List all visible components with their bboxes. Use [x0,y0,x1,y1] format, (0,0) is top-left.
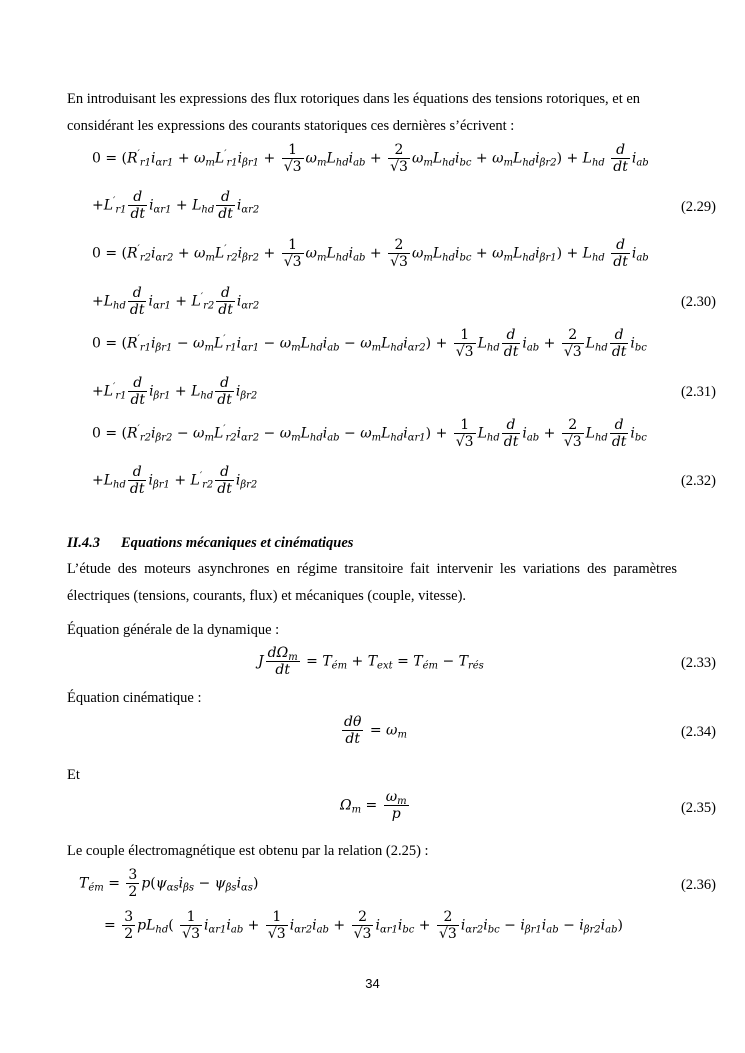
equation-2-33: J $\frac{d\Omega_m}{dt}$ = $T_{ém} + T_{ext} = T_{ém} - T_{rés}$ [258,645,484,678]
equation-number-2-35: (2.35) [680,800,716,816]
mechanical-intro-paragraph: L’étude des moteurs asynchrones en régime transitoire fait intervenir les variations des paramètres électriques (tensions, courants, flux) et mécaniques (couple, vitesse). [67,561,677,604]
equation-2-30-line-2: $+L_{hd}$ $\frac{d}{dt}$ $i_{\alpha r1} + L'_{r2}$ $\frac{d}{dt}$ $i_{\alpha r2}$ [92,285,260,318]
section-number: II.4.3 [67,535,101,551]
equation-2-36-line-1: $T_{ém}$ = $\frac{3}{2}$ $p(\psi_{\alpha s}i_{\beta s} - \psi_{\beta s}i_{\alpha s})$ [79,867,259,900]
equation-2-35: $\Omega_m$ = $\frac{\omega_m}{p}$ [340,789,407,822]
equation-number-2-34: (2.34) [680,724,716,740]
equation-2-32-line-1: $0 = (R'_{r2}i_{\beta r2} - \omega_mL'_{r2}i_{\alpha r2} - \omega_mL_{hd}i_{ab} - \omega_mL_{hd}i_{\alpha r1})$ + $\frac{1}{√3}$ $L_{hd}$ $\frac{d}{dt}$ $i_{ab}$ + $\frac{2}{√3}$ $L_{hd}$ $\frac{d}{dt}$ $i_{bc}$ [92,417,647,450]
equation-2-29-line-1: $0 = (R'_{r1}i_{\alpha r1} + \omega_mL'_{r1}i_{\beta r1}$ + $\frac{1}{√3}$ $\omega_mL_{hd}i_{ab}$ + $\frac{2}{√3}$ $\omega_mL_{hd}i_{bc} + \omega_mL_{hd}i_{\beta r2}) + L_{hd}$ $\frac{d}{dt}$ $i_{ab}$ [92,142,649,175]
equation-2-32-line-2: $+L_{hd}$ $\frac{d}{dt}$ $i_{\beta r1} + L'_{r2}$ $\frac{d}{dt}$ $i_{\beta r2}$ [92,464,258,497]
equation-2-34: $\frac{d\theta}{dt}$ = $\omega_m$ [344,714,407,747]
page-number: 34 [365,976,380,991]
section-heading [67,535,353,552]
torque-label: Le couple électromagnétique est obtenu par la relation (2.25) : [67,843,429,859]
intro-line-1: En introduisant les expressions des flux rotoriques dans les équations des tensions rotoriques, et en [67,91,641,107]
intro-paragraph [67,86,677,140]
et-label: Et [67,767,80,783]
equation-2-31-line-2: $+L'_{r1}$ $\frac{d}{dt}$ $i_{\beta r1} + L_{hd}$ $\frac{d}{dt}$ $i_{\beta r2}$ [92,375,258,408]
equation-number-2-32: (2.32) [680,473,716,489]
equation-2-29-line-2: $+L'_{r1}$ $\frac{d}{dt}$ $i_{\alpha r1} + L_{hd}$ $\frac{d}{dt}$ $i_{\alpha r2}$ [92,189,260,222]
equation-number-2-31: (2.31) [680,384,716,400]
kinematic-label: Équation cinématique : [67,690,202,706]
equation-number-2-36: (2.36) [680,877,716,893]
equation-2-31-line-1: $0 = (R'_{r1}i_{\beta r1} - \omega_mL'_{r1}i_{\alpha r1} - \omega_mL_{hd}i_{ab} - \omega_mL_{hd}i_{\alpha r2})$ + $\frac{1}{√3}$ $L_{hd}$ $\frac{d}{dt}$ $i_{ab}$ + $\frac{2}{√3}$ $L_{hd}$ $\frac{d}{dt}$ $i_{bc}$ [92,327,647,360]
equation-number-2-30: (2.30) [680,294,716,310]
section-title: Equations mécaniques et cinématiques [121,535,354,551]
dynamics-label: Équation générale de la dynamique : [67,622,280,638]
equation-2-30-line-1: $0 = (R'_{r2}i_{\alpha r2} + \omega_mL'_{r2}i_{\beta r2}$ + $\frac{1}{√3}$ $\omega_mL_{hd}i_{ab}$ + $\frac{2}{√3}$ $\omega_mL_{hd}i_{bc} + \omega_mL_{hd}i_{\beta r1}) + L_{hd}$ $\frac{d}{dt}$ $i_{ab}$ [92,237,649,270]
intro-line-2: considérant les expressions des courants statoriques ces dernières s’écrivent : [67,118,515,134]
equation-number-2-33: (2.33) [680,655,716,671]
equation-number-2-29: (2.29) [680,199,716,215]
equation-2-36-line-2: = $\frac{3}{2}$ $pL_{hd}$( $\frac{1}{√3}$ $i_{\alpha r1}i_{ab}$ + $\frac{1}{√3}$ $i_{\alpha r2}i_{ab}$ + $\frac{2}{√3}$ $i_{\alpha r1}i_{bc}$ + $\frac{2}{√3}$ $i_{\alpha r2}i_{bc} - i_{\beta r1}i_{ab} - i_{\beta r2}i_{ab}$) [104,909,623,942]
